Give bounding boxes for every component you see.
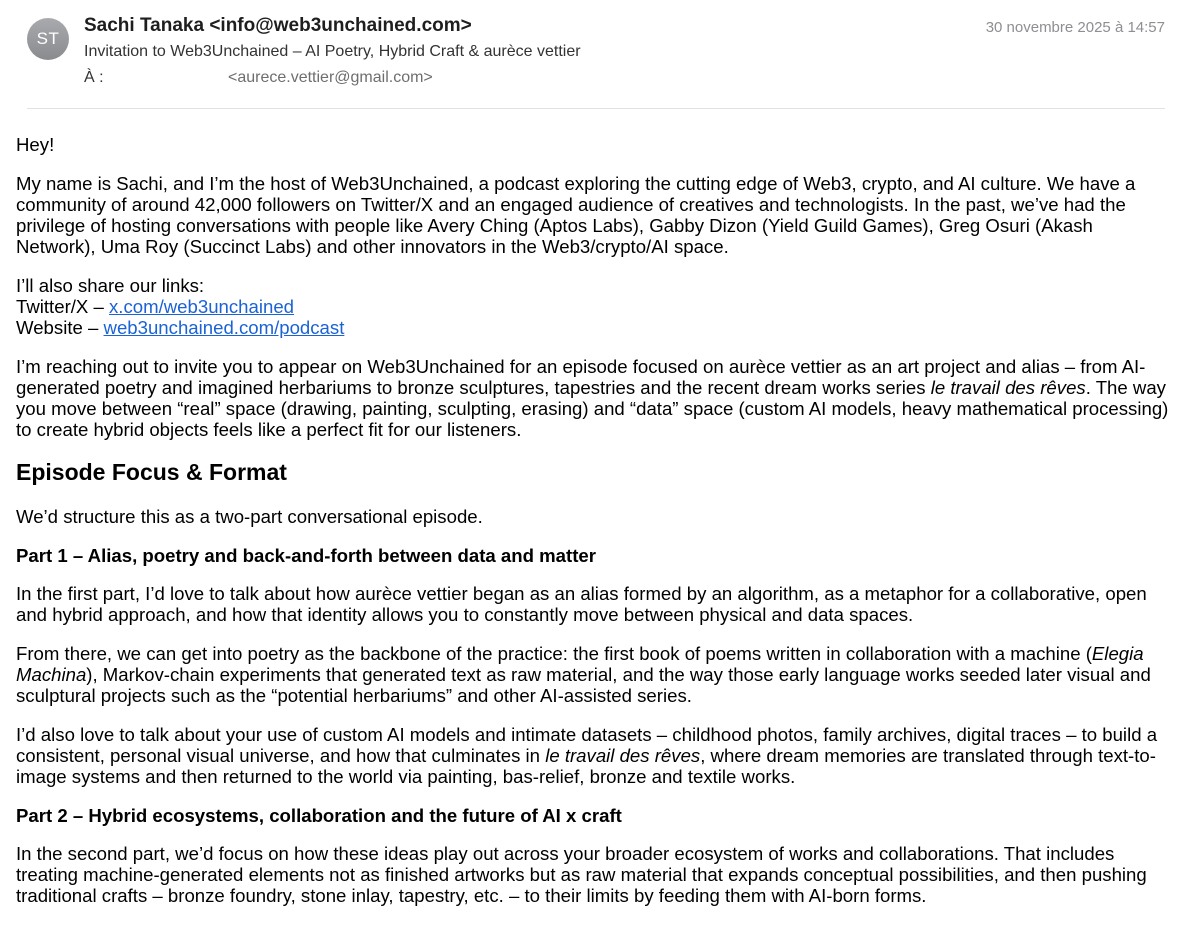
recipient-address[interactable]: <aurece.vettier@gmail.com> xyxy=(228,69,433,86)
website-line xyxy=(16,317,1176,338)
part1-p2-text-a: From there, we can get into poetry as the backbone of the practice: the first book of poems written in collaboration with a machine ( xyxy=(16,643,1092,664)
intro-paragraph: My name is Sachi, and I’m the host of Web3Unchained, a podcast exploring the cutting edge of Web3, crypto, and AI culture. We have a community of around 42,000 followers on Twitter/X and an engaged audience of creatives and technologists. In the past, we’ve had the privilege of hosting conversations with people like Avery Ching (Aptos Labs), Gabby Dizon (Yield Guild Games), Greg Osuri (Akash Network), Uma Roy (Succinct Labs) and other innovators in the Web3/crypto/AI space. xyxy=(16,173,1136,257)
sender-avatar: ST xyxy=(27,18,69,60)
part2-heading: Part 2 – Hybrid ecosystems, collaboration and the future of AI x craft xyxy=(16,805,622,826)
part2-paragraph-1: In the second part, we’d focus on how these ideas play out across your broader ecosystem of works and collaborations. That includes treating machine-generated elements not as finished artworks but as raw material that expands conceptual possibilities, and then pushing traditional crafts – bronze foundry, stone inlay, tapestry, etc. – to their limits by feeding them with AI-born forms. xyxy=(16,843,1147,906)
email-subject: Invitation to Web3Unchained – AI Poetry, Hybrid Craft & aurèce vettier xyxy=(84,43,581,60)
website-label: Website – xyxy=(16,317,104,338)
twitter-line xyxy=(16,296,1176,317)
section-heading: Episode Focus & Format xyxy=(16,459,287,485)
twitter-label: Twitter/X – xyxy=(16,296,109,317)
part1-p3-text-b: , where dream memories are translated through text-to-image systems and then returned to the world via painting, bas-relief, bronze and textile works. xyxy=(16,745,1156,787)
part1-p2-emphasis: Elegia Machina xyxy=(16,643,1144,685)
header-divider xyxy=(27,108,1165,109)
part1-p3-emphasis: le travail des rêves xyxy=(545,745,701,766)
part1-paragraph-1: In the first part, I’d love to talk about how aurèce vettier began as an alias formed by an algorithm, as a metaphor for a collaborative, open and hybrid approach, and how that identity allows you to constantly move between physical and data spaces. xyxy=(16,583,1147,625)
greeting: Hey! xyxy=(16,134,55,155)
links-intro: I’ll also share our links: xyxy=(16,275,205,296)
part1-p2-text-b: ), Markov-chain experiments that generated text as raw material, and the way those early language works seeded later visual and sculptural projects such as the “potential herbariums” and other AI-assisted series. xyxy=(16,664,1151,706)
part1-paragraph-2 xyxy=(16,643,1176,706)
invite-text-1: I’m reaching out to invite you to appear on Web3Unchained for an episode focused on aurèce vettier as an art project and alias – from AI-generated poetry and imagined herbariums to bronze sculptures, tapestries and the recent dream works series xyxy=(16,356,1146,398)
sender-name[interactable]: Sachi Tanaka <info@web3unchained.com> xyxy=(84,15,472,36)
invite-emphasis: le travail des rêves xyxy=(930,377,1086,398)
website-link[interactable]: web3unchained.com/podcast xyxy=(103,317,345,338)
part1-paragraph-3 xyxy=(16,724,1176,787)
email-date: 30 novembre 2025 à 14:57 xyxy=(985,19,1165,36)
invite-text-2: . The way you move between “real” space (drawing, painting, sculpting, erasing) and “data” space (custom AI models, heavy mathematical processing) to create hybrid objects feels like a perfect fit for our listeners. xyxy=(16,377,1169,440)
recipient-label: À : xyxy=(84,69,104,86)
email-body xyxy=(16,134,1176,924)
email-header xyxy=(0,0,1200,110)
twitter-link[interactable]: x.com/web3unchained xyxy=(109,296,295,317)
invite-paragraph xyxy=(16,356,1176,440)
structure-paragraph: We’d structure this as a two-part conversational episode. xyxy=(16,506,483,527)
part1-heading: Part 1 – Alias, poetry and back-and-forth between data and matter xyxy=(16,545,596,566)
part1-p3-text-a: I’d also love to talk about your use of custom AI models and intimate datasets – childhood photos, family archives, digital traces – to build a consistent, personal visual universe, and how that culminates in xyxy=(16,724,1158,766)
